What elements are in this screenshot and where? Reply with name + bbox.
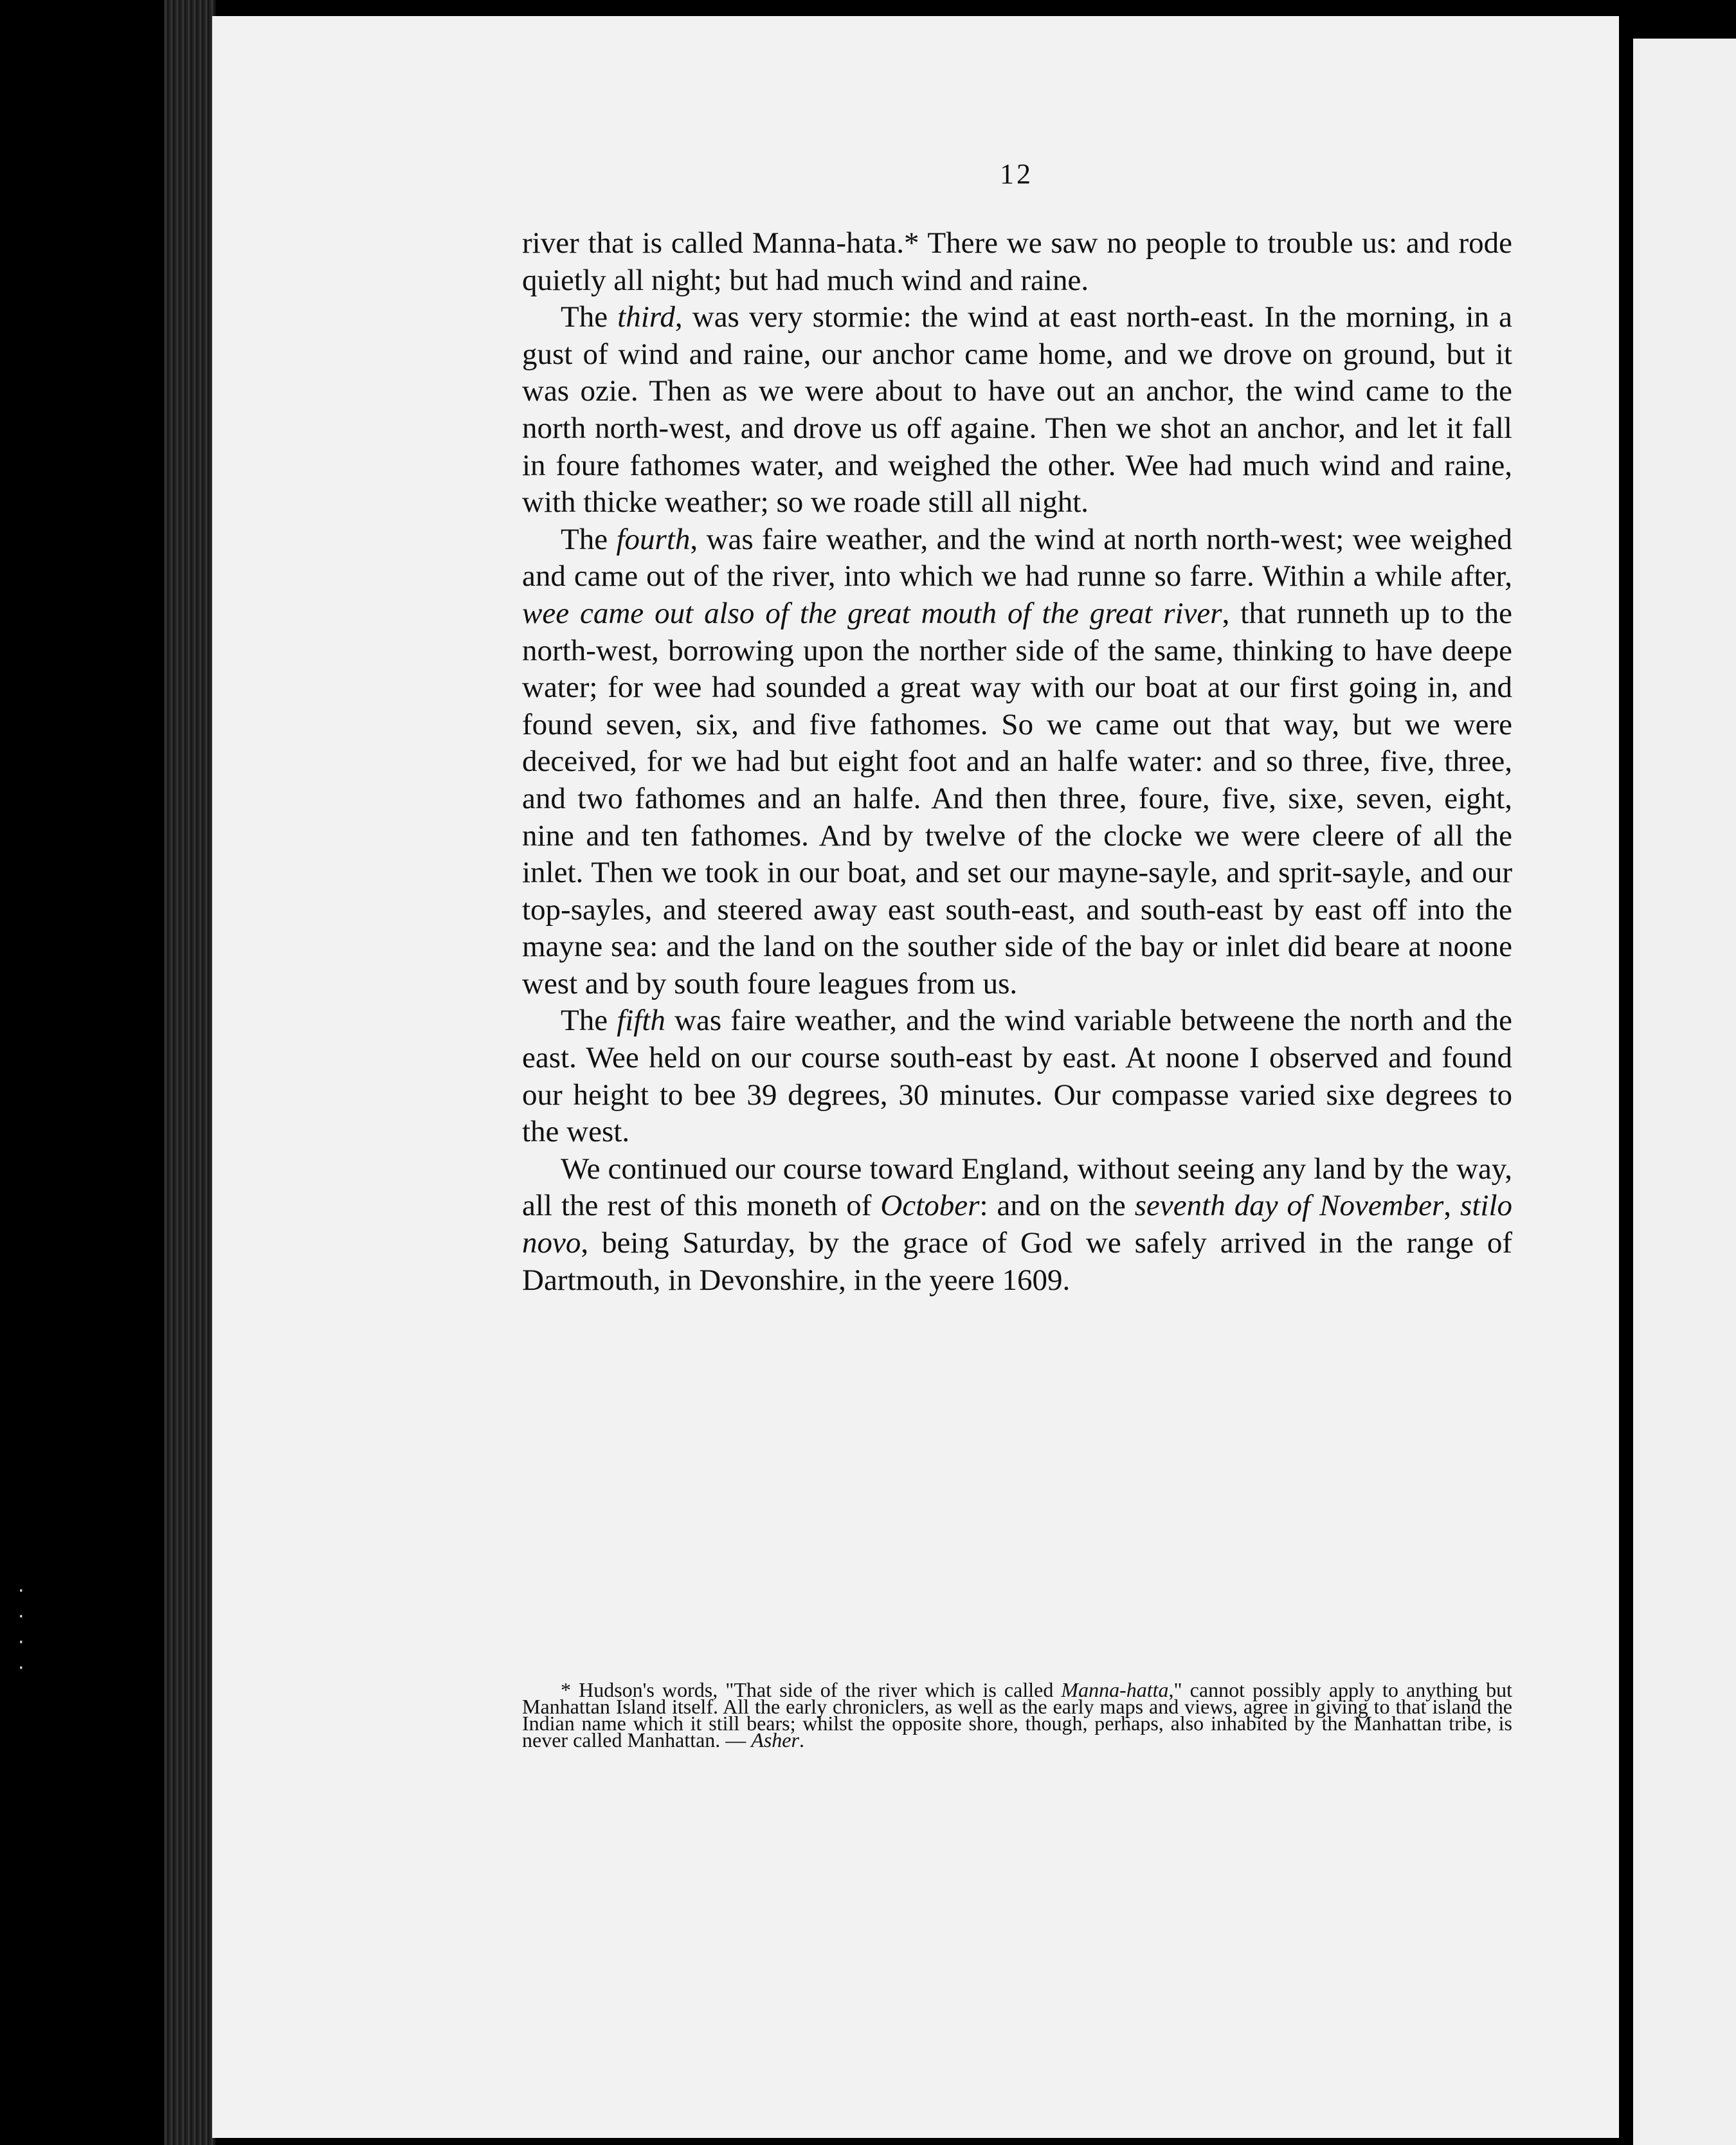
text-run: , was faire weather, and the wind at north north-west; wee weighed and came out of the river, into which we had runne so farre. Within a while after,: [522, 522, 1512, 593]
body-text: [522, 225, 1512, 1299]
paragraph: [522, 521, 1512, 1003]
text-run: , being Saturday, by the grace of God we safely arrived in the range of Dartmouth, in Devonshire, in the yeere 1609.: [522, 1226, 1512, 1297]
footnote: [522, 1678, 1513, 1751]
italic-text: Asher: [751, 1728, 799, 1751]
italic-text: October: [880, 1189, 980, 1223]
italic-text: wee came out also of the great mouth of the great river: [522, 596, 1222, 630]
text-run: was faire weather, and the wind variable betweene the north and the east. Wee held on our course south-east by east. At noone I observed and found our height to bee 39 degrees, 30 minutes. Our compasse varied sixe degrees to the west.: [522, 1004, 1512, 1149]
paragraph: [522, 1151, 1512, 1299]
text-run: .: [799, 1728, 804, 1751]
book-edge: [164, 0, 215, 2145]
text-run: river that is called Manna-hata.* There we saw no people to trouble us: and rode quietly all night; but had much wind and raine.: [522, 226, 1512, 297]
paragraph: [522, 299, 1512, 521]
italic-text: seventh day of November: [1134, 1189, 1444, 1223]
text-run: The: [561, 300, 618, 334]
next-page-edge: [1633, 39, 1736, 2145]
text-run: The: [561, 522, 617, 556]
text-run: ,: [1443, 1189, 1461, 1223]
italic-text: third: [617, 300, 675, 334]
text-run: : and on the: [979, 1189, 1135, 1223]
page-number: 12: [1000, 158, 1033, 190]
italic-text: fifth: [617, 1004, 665, 1038]
text-run: The: [561, 1004, 617, 1038]
italic-text: fourth: [616, 522, 691, 556]
text-run: ," cannot possibly apply to anything but Manhattan Island itself. All the early chroniclers, as well as the early maps and views, agree in giving to that island the Indian name which it still bears; whilst the opposite shore, though, perhaps, also inhabited by the Manhattan tribe, is never called Manhattan. —: [522, 1678, 1513, 1751]
page-gutter: [1619, 0, 1633, 2145]
paragraph: [522, 225, 1512, 299]
text-run: , that runneth up to the north-west, borrowing upon the norther side of the same, thinking to have deepe water; for wee had sounded a great way with our boat at our first going in, and found seven, six, and five fathomes. So we came out that way, but we were deceived, for we had but eight foot and an halfe water: and so three, five, three, and two fathomes and an halfe. And then three, foure, five, sixe, seven, eight, nine and ten fathomes. And by twelve of the clocke we were cleere of all the inlet. Then we took in our boat, and set our mayne-sayle, and sprit-sayle, and our top-sayles, and steered away east south-east, and south-east by east off into the mayne sea: and the land on the souther side of the bay or inlet did beare at noone west and by south foure leagues from us.: [522, 596, 1513, 1000]
text-run: We continued our course toward England, without seeing any land by the way, all the rest of this moneth of: [522, 1152, 1512, 1223]
text-run: , was very stormie: the wind at east north-east. In the morning, in a gust of wind and raine, our anchor came home, and we drove on ground, but it was ozie. Then as we were about to have out an anchor, the wind came to the north north-west, and drove us off againe. Then we shot an anchor, and let it fall in foure fathomes water, and weighed the other. Wee had much wind and raine, with thicke weather; so we roade still all night.: [522, 300, 1512, 520]
text-run: * Hudson's words, "That side of the river which is called: [561, 1678, 1062, 1701]
paragraph: [522, 1002, 1512, 1150]
italic-text: Manna-hatta: [1061, 1678, 1169, 1701]
italic-text: stilo novo: [522, 1189, 1512, 1260]
margin-marks: · · · ·: [18, 1580, 24, 1679]
